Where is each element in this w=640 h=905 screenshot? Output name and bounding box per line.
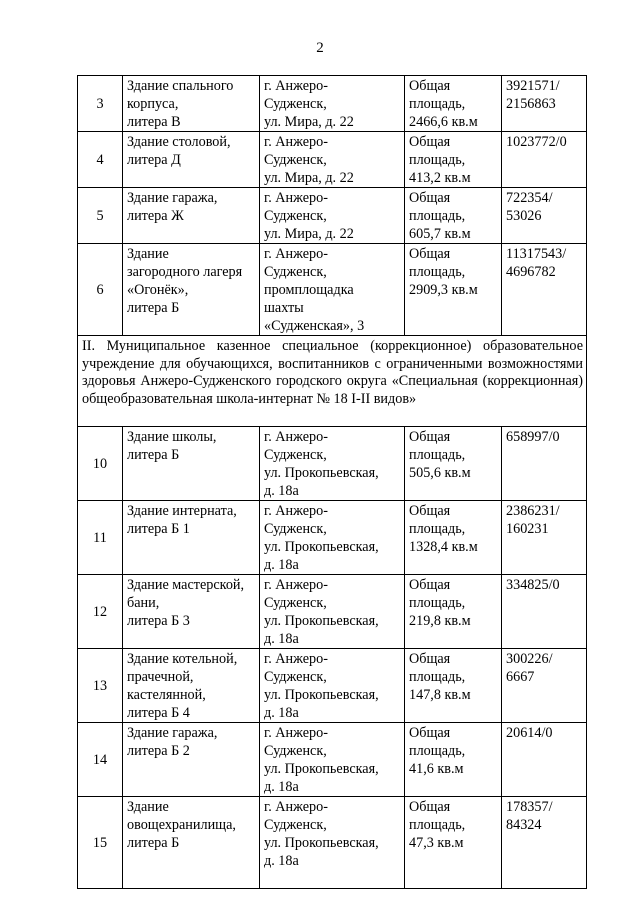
address-cell: г. Анжеро- Судженск, ул. Прокопьевская, д. 18а	[260, 649, 405, 723]
value-cell: 3921571/ 2156863	[502, 76, 587, 132]
value-cell: 11317543/ 4696782	[502, 244, 587, 336]
table-row	[78, 501, 587, 575]
building-name-cell: Здание спального корпуса, литера В	[123, 76, 260, 132]
value-cell: 334825/0	[502, 575, 587, 649]
address-cell: г. Анжеро- Судженск, ул. Мира, д. 22	[260, 76, 405, 132]
value-cell: 20614/0	[502, 723, 587, 797]
row-number-cell: 14	[78, 723, 123, 797]
building-name-cell: Здание овощехранилища, литера Б	[123, 797, 260, 889]
address-cell: г. Анжеро- Судженск, ул. Мира, д. 22	[260, 132, 405, 188]
building-name-cell: Здание котельной, прачечной, кастелянной, литера Б 4	[123, 649, 260, 723]
row-number-cell: 11	[78, 501, 123, 575]
area-cell: Общая площадь, 219,8 кв.м	[405, 575, 502, 649]
table-row	[78, 244, 587, 336]
page-number: 2	[316, 40, 324, 56]
table-row	[78, 132, 587, 188]
row-number-cell: 12	[78, 575, 123, 649]
value-cell: 2386231/ 160231	[502, 501, 587, 575]
building-name-cell: Здание школы, литера Б	[123, 427, 260, 501]
address-cell: г. Анжеро- Судженск, ул. Мира, д. 22	[260, 188, 405, 244]
value-cell: 300226/ 6667	[502, 649, 587, 723]
area-cell: Общая площадь, 147,8 кв.м	[405, 649, 502, 723]
address-cell: г. Анжеро- Судженск, промплощадка шахты «Судженская», 3	[260, 244, 405, 336]
table-row	[78, 649, 587, 723]
address-cell: г. Анжеро- Судженск, ул. Прокопьевская, д. 18а	[260, 797, 405, 889]
property-table	[77, 75, 587, 889]
row-number-cell: 6	[78, 244, 123, 336]
building-name-cell: Здание столовой, литера Д	[123, 132, 260, 188]
value-cell: 722354/ 53026	[502, 188, 587, 244]
area-cell: Общая площадь, 1328,4 кв.м	[405, 501, 502, 575]
building-name-cell: Здание интерната, литера Б 1	[123, 501, 260, 575]
building-name-cell: Здание гаража, литера Б 2	[123, 723, 260, 797]
table-row	[78, 76, 587, 132]
address-cell: г. Анжеро- Судженск, ул. Прокопьевская, д. 18а	[260, 723, 405, 797]
row-number-cell: 5	[78, 188, 123, 244]
table-row	[78, 723, 587, 797]
building-name-cell: Здание мастерской, бани, литера Б 3	[123, 575, 260, 649]
area-cell: Общая площадь, 505,6 кв.м	[405, 427, 502, 501]
row-number-cell: 4	[78, 132, 123, 188]
table-row	[78, 427, 587, 501]
section-title: II. Муниципальное казенное специальное (коррекционное) образовательное учреждение для обучающихся, воспитанников с ограниченными возможностями здоровья Анжеро-Судженского городского округа «Специальная (коррекционная) общеобразовательная школа-интернат № 18 I-II видов»	[78, 336, 587, 427]
value-cell: 1023772/0	[502, 132, 587, 188]
area-cell: Общая площадь, 47,3 кв.м	[405, 797, 502, 889]
property-table-body	[78, 76, 587, 889]
row-number-cell: 3	[78, 76, 123, 132]
address-cell: г. Анжеро- Судженск, ул. Прокопьевская, д. 18а	[260, 427, 405, 501]
row-number-cell: 13	[78, 649, 123, 723]
value-cell: 658997/0	[502, 427, 587, 501]
area-cell: Общая площадь, 2909,3 кв.м	[405, 244, 502, 336]
row-number-cell: 10	[78, 427, 123, 501]
building-name-cell: Здание загородного лагеря «Огонёк», литера Б	[123, 244, 260, 336]
area-cell: Общая площадь, 605,7 кв.м	[405, 188, 502, 244]
area-cell: Общая площадь, 413,2 кв.м	[405, 132, 502, 188]
table-row	[78, 575, 587, 649]
area-cell: Общая площадь, 2466,6 кв.м	[405, 76, 502, 132]
table-row	[78, 188, 587, 244]
address-cell: г. Анжеро- Судженск, ул. Прокопьевская, д. 18а	[260, 501, 405, 575]
table-row	[78, 797, 587, 889]
area-cell: Общая площадь, 41,6 кв.м	[405, 723, 502, 797]
building-name-cell: Здание гаража, литера Ж	[123, 188, 260, 244]
address-cell: г. Анжеро- Судженск, ул. Прокопьевская, д. 18а	[260, 575, 405, 649]
row-number-cell: 15	[78, 797, 123, 889]
value-cell: 178357/ 84324	[502, 797, 587, 889]
section-header-row	[78, 336, 587, 427]
